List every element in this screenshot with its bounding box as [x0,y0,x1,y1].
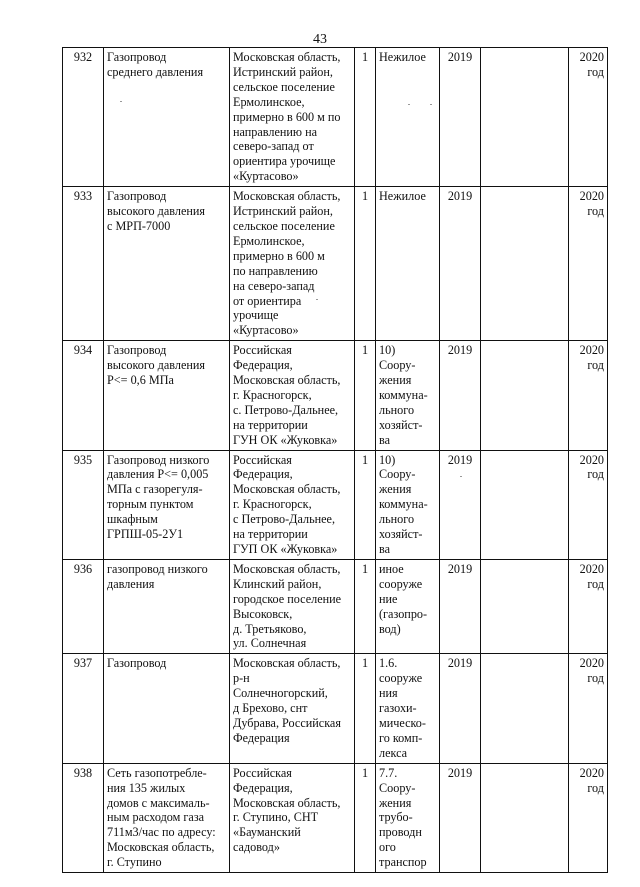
object-address-line: Клинский район, [233,576,322,591]
object-purpose-line: трубо- [379,810,413,825]
object-address-line: Истринский район, [233,204,333,219]
object-address-line: на территории [233,417,308,432]
object-address [230,654,355,763]
object-purpose-line: иное [379,561,404,576]
object-address-line: Московская область, [233,561,341,576]
object-purpose-line: жения [379,795,412,810]
deadline-cell-line: 2020 [579,50,604,64]
object-address-line: городское поселение [233,591,342,606]
year-cell: 2019 [440,187,481,341]
object-purpose-line: 10) [379,452,396,467]
row-number: 937 [63,654,104,763]
object-address [230,48,355,187]
year-cell: 2019 [440,654,481,763]
object-address-line: ГУН ОК «Жуковка» [233,432,338,447]
object-address-line: по направлению [233,263,318,278]
registry-body [63,48,608,873]
object-count: 1 [355,559,376,653]
object-purpose [376,559,440,653]
object-address-line: ГУП ОК «Жуковка» [233,542,338,556]
deadline-cell [569,763,608,872]
object-address-line: направлению на [233,124,318,139]
row-number: 934 [63,341,104,450]
object-address-line: Российская [233,452,292,467]
object-name-line: торным пунктом [107,497,194,512]
deadline-cell-line: год [587,671,604,686]
object-name-line: 711м3/час по адресу: [107,825,216,840]
empty-cell [481,763,569,872]
object-address-line: северо-запад от [233,139,314,154]
deadline-cell-line: 2020 [579,343,604,358]
deadline-cell-line: 2020 [579,452,604,467]
object-name-line: среднего давления [107,64,204,79]
object-purpose-line: коммуна- [379,497,428,512]
object-purpose [376,654,440,763]
object-name-line: Сеть газопотребле- [107,765,207,780]
deadline-cell [569,341,608,450]
object-address-line: с. Петрово-Дальнее, [233,402,339,417]
object-purpose-line: ние [379,591,398,606]
object-name [104,450,230,559]
object-purpose [376,341,440,450]
table-row [63,48,608,187]
object-address-line: сельское поселение [233,218,335,233]
object-purpose-line: мическо- [379,715,426,730]
object-address-line: Федерация, [233,358,293,373]
object-purpose-line: лекса [379,745,408,760]
object-name-line: ным расходом газа [107,810,205,825]
object-count: 1 [355,187,376,341]
object-purpose-line: жения [379,373,412,388]
object-purpose-line: вод) [379,621,401,636]
row-number: 932 [63,48,104,187]
row-number: 936 [63,559,104,653]
object-name-line: г. Ступино [107,855,162,870]
object-purpose-line: сооруже [379,671,423,686]
object-purpose [376,187,440,341]
object-name-line: Р<= 0,6 МПа [107,373,174,388]
object-address [230,450,355,559]
deadline-cell-line: 2020 [579,189,604,204]
object-count: 1 [355,763,376,872]
object-name-line: Газопровод [107,189,167,204]
object-address-line: г. Красногорск, [233,497,312,512]
object-name [104,187,230,341]
object-purpose-line: 7.7. [379,765,398,780]
object-address-line: «Бауманский [233,825,301,840]
empty-cell [481,559,569,653]
object-address-line: от ориентира [233,293,302,308]
object-address-line: Московская область, [233,373,341,388]
year-cell: 2019 [440,763,481,872]
object-purpose [376,48,440,187]
object-purpose-line: газохи- [379,701,417,716]
object-count: 1 [355,341,376,450]
object-address-line: «Куртасово» [233,169,299,184]
object-address-line: Ермолинское, [233,233,305,248]
scan-speck [120,101,122,102]
object-name-line: давления Р<= 0,005 [107,467,209,482]
deadline-cell-line: 2020 [579,561,604,576]
object-purpose-line: жения [379,482,412,497]
object-name [104,763,230,872]
scan-speck [460,476,462,477]
object-name-line: Московская область, [107,840,215,855]
scan-speck [408,104,410,105]
deadline-cell-line: год [587,780,604,795]
object-address-line: Федерация, [233,467,293,482]
object-name-line: ГРПШ-05-2У1 [107,527,184,542]
object-purpose [376,763,440,872]
deadline-cell [569,654,608,763]
deadline-cell-line: 2020 [579,656,604,671]
object-purpose-line: хозяйст- [379,527,423,542]
object-name-line: домов с максималь- [107,795,210,810]
object-address-line: Истринский район, [233,64,333,79]
object-address-line: Дубрава, Российская [233,715,341,730]
deadline-cell-line: год [587,358,604,373]
object-address-line: сельское поселение [233,79,335,94]
object-name-line: давления [107,576,155,591]
deadline-cell-line: год [587,576,604,591]
deadline-cell [569,48,608,187]
deadline-cell-line: год [587,467,604,482]
object-address-line: примерно в 600 м [233,248,325,263]
object-name-line: с МРП-7000 [107,218,171,233]
object-address-line: ул. Солнечная [233,636,307,651]
deadline-cell-line: 2020 [579,765,604,780]
object-address-line: примерно в 600 м по [233,109,341,124]
table-row [63,559,608,653]
object-name [104,48,230,187]
object-address-line: садовод» [233,840,280,855]
object-purpose-line: ого [379,840,396,855]
object-address [230,763,355,872]
object-purpose-line: ния [379,686,398,701]
object-purpose [376,450,440,559]
object-name-line: Газопровод [107,656,167,671]
table-row [63,341,608,450]
table-row [63,654,608,763]
deadline-cell [569,559,608,653]
deadline-cell-line: год [587,64,604,79]
object-address-line: Московская область, [233,656,341,671]
scan-speck [316,299,318,300]
object-name-line: МПа с газорегуля- [107,482,203,497]
object-address-line: урочище [233,308,279,323]
row-number: 935 [63,450,104,559]
object-count: 1 [355,48,376,187]
object-purpose-line: Соору- [379,467,416,482]
object-address-line: с Петрово-Дальнее, [233,512,336,527]
object-purpose-line: хозяйст- [379,417,423,432]
empty-cell [481,341,569,450]
object-purpose-line: Нежилое [379,189,426,204]
registry-table [62,47,608,873]
row-number: 933 [63,187,104,341]
year-cell: 2019 [440,341,481,450]
object-address-line: Федерация [233,730,290,745]
object-name-line: ния 135 жилых [107,780,186,795]
object-name-line: высокого давления [107,204,206,219]
object-purpose-line: проводн [379,825,422,840]
object-address-line: г. Ступино, СНТ [233,810,319,825]
table-row [63,450,608,559]
object-address-line: р-н [233,671,250,686]
deadline-cell [569,187,608,341]
table-row [63,187,608,341]
object-purpose-line: (газопро- [379,606,428,621]
object-address-line: на северо-запад [233,278,315,293]
object-purpose-line: 10) [379,343,396,358]
object-name-line: Газопровод [107,50,167,64]
object-address-line: Московская область, [233,50,341,64]
object-name [104,654,230,763]
object-purpose-line: Соору- [379,358,416,373]
object-purpose-line: коммуна- [379,387,428,402]
row-number: 938 [63,763,104,872]
empty-cell [481,654,569,763]
object-address-line: Московская область, [233,482,341,497]
object-address-line: г. Красногорск, [233,387,312,402]
object-name-line: Газопровод низкого [107,452,210,467]
object-purpose-line: Соору- [379,780,416,795]
object-purpose-line: 1.6. [379,656,398,671]
object-address-line: Высоковск, [233,606,293,621]
object-purpose-line: льного [379,512,415,527]
object-purpose-line: ва [379,432,391,447]
object-address-line: Федерация, [233,780,293,795]
object-address-line: Российская [233,343,292,358]
object-name-line: высокого давления [107,358,206,373]
object-name [104,559,230,653]
object-name [104,341,230,450]
object-purpose-line: транспор [379,855,427,870]
object-address-line: на территории [233,527,308,542]
year-cell: 2019 [440,450,481,559]
object-address-line: Ермолинское, [233,94,305,109]
object-address-line: Московская область, [233,795,341,810]
object-address [230,341,355,450]
deadline-cell [569,450,608,559]
year-cell: 2019 [440,48,481,187]
object-address [230,559,355,653]
scan-speck [430,104,432,105]
object-purpose-line: Нежилое [379,50,426,64]
object-address-line: ориентира урочище [233,154,336,169]
object-address-line: д Брехово, снт [233,701,308,716]
deadline-cell-line: год [587,204,604,219]
object-address-line: Российская [233,765,292,780]
object-address-line: Московская область, [233,189,341,204]
object-purpose-line: ва [379,542,391,556]
object-address [230,187,355,341]
table-row [63,763,608,872]
empty-cell [481,48,569,187]
object-name-line: газопровод низкого [107,561,208,576]
empty-cell [481,187,569,341]
object-count: 1 [355,450,376,559]
object-address-line: «Куртасово» [233,323,299,338]
object-name-line: Газопровод [107,343,167,358]
year-cell: 2019 [440,559,481,653]
object-purpose-line: сооруже [379,576,423,591]
page-number: 43 [313,32,327,47]
object-name-line: шкафным [107,512,158,527]
object-count: 1 [355,654,376,763]
object-address-line: д. Третьяково, [233,621,307,636]
object-purpose-line: го комп- [379,730,423,745]
object-address-line: Солнечногорский, [233,686,328,701]
empty-cell [481,450,569,559]
object-purpose-line: льного [379,402,415,417]
